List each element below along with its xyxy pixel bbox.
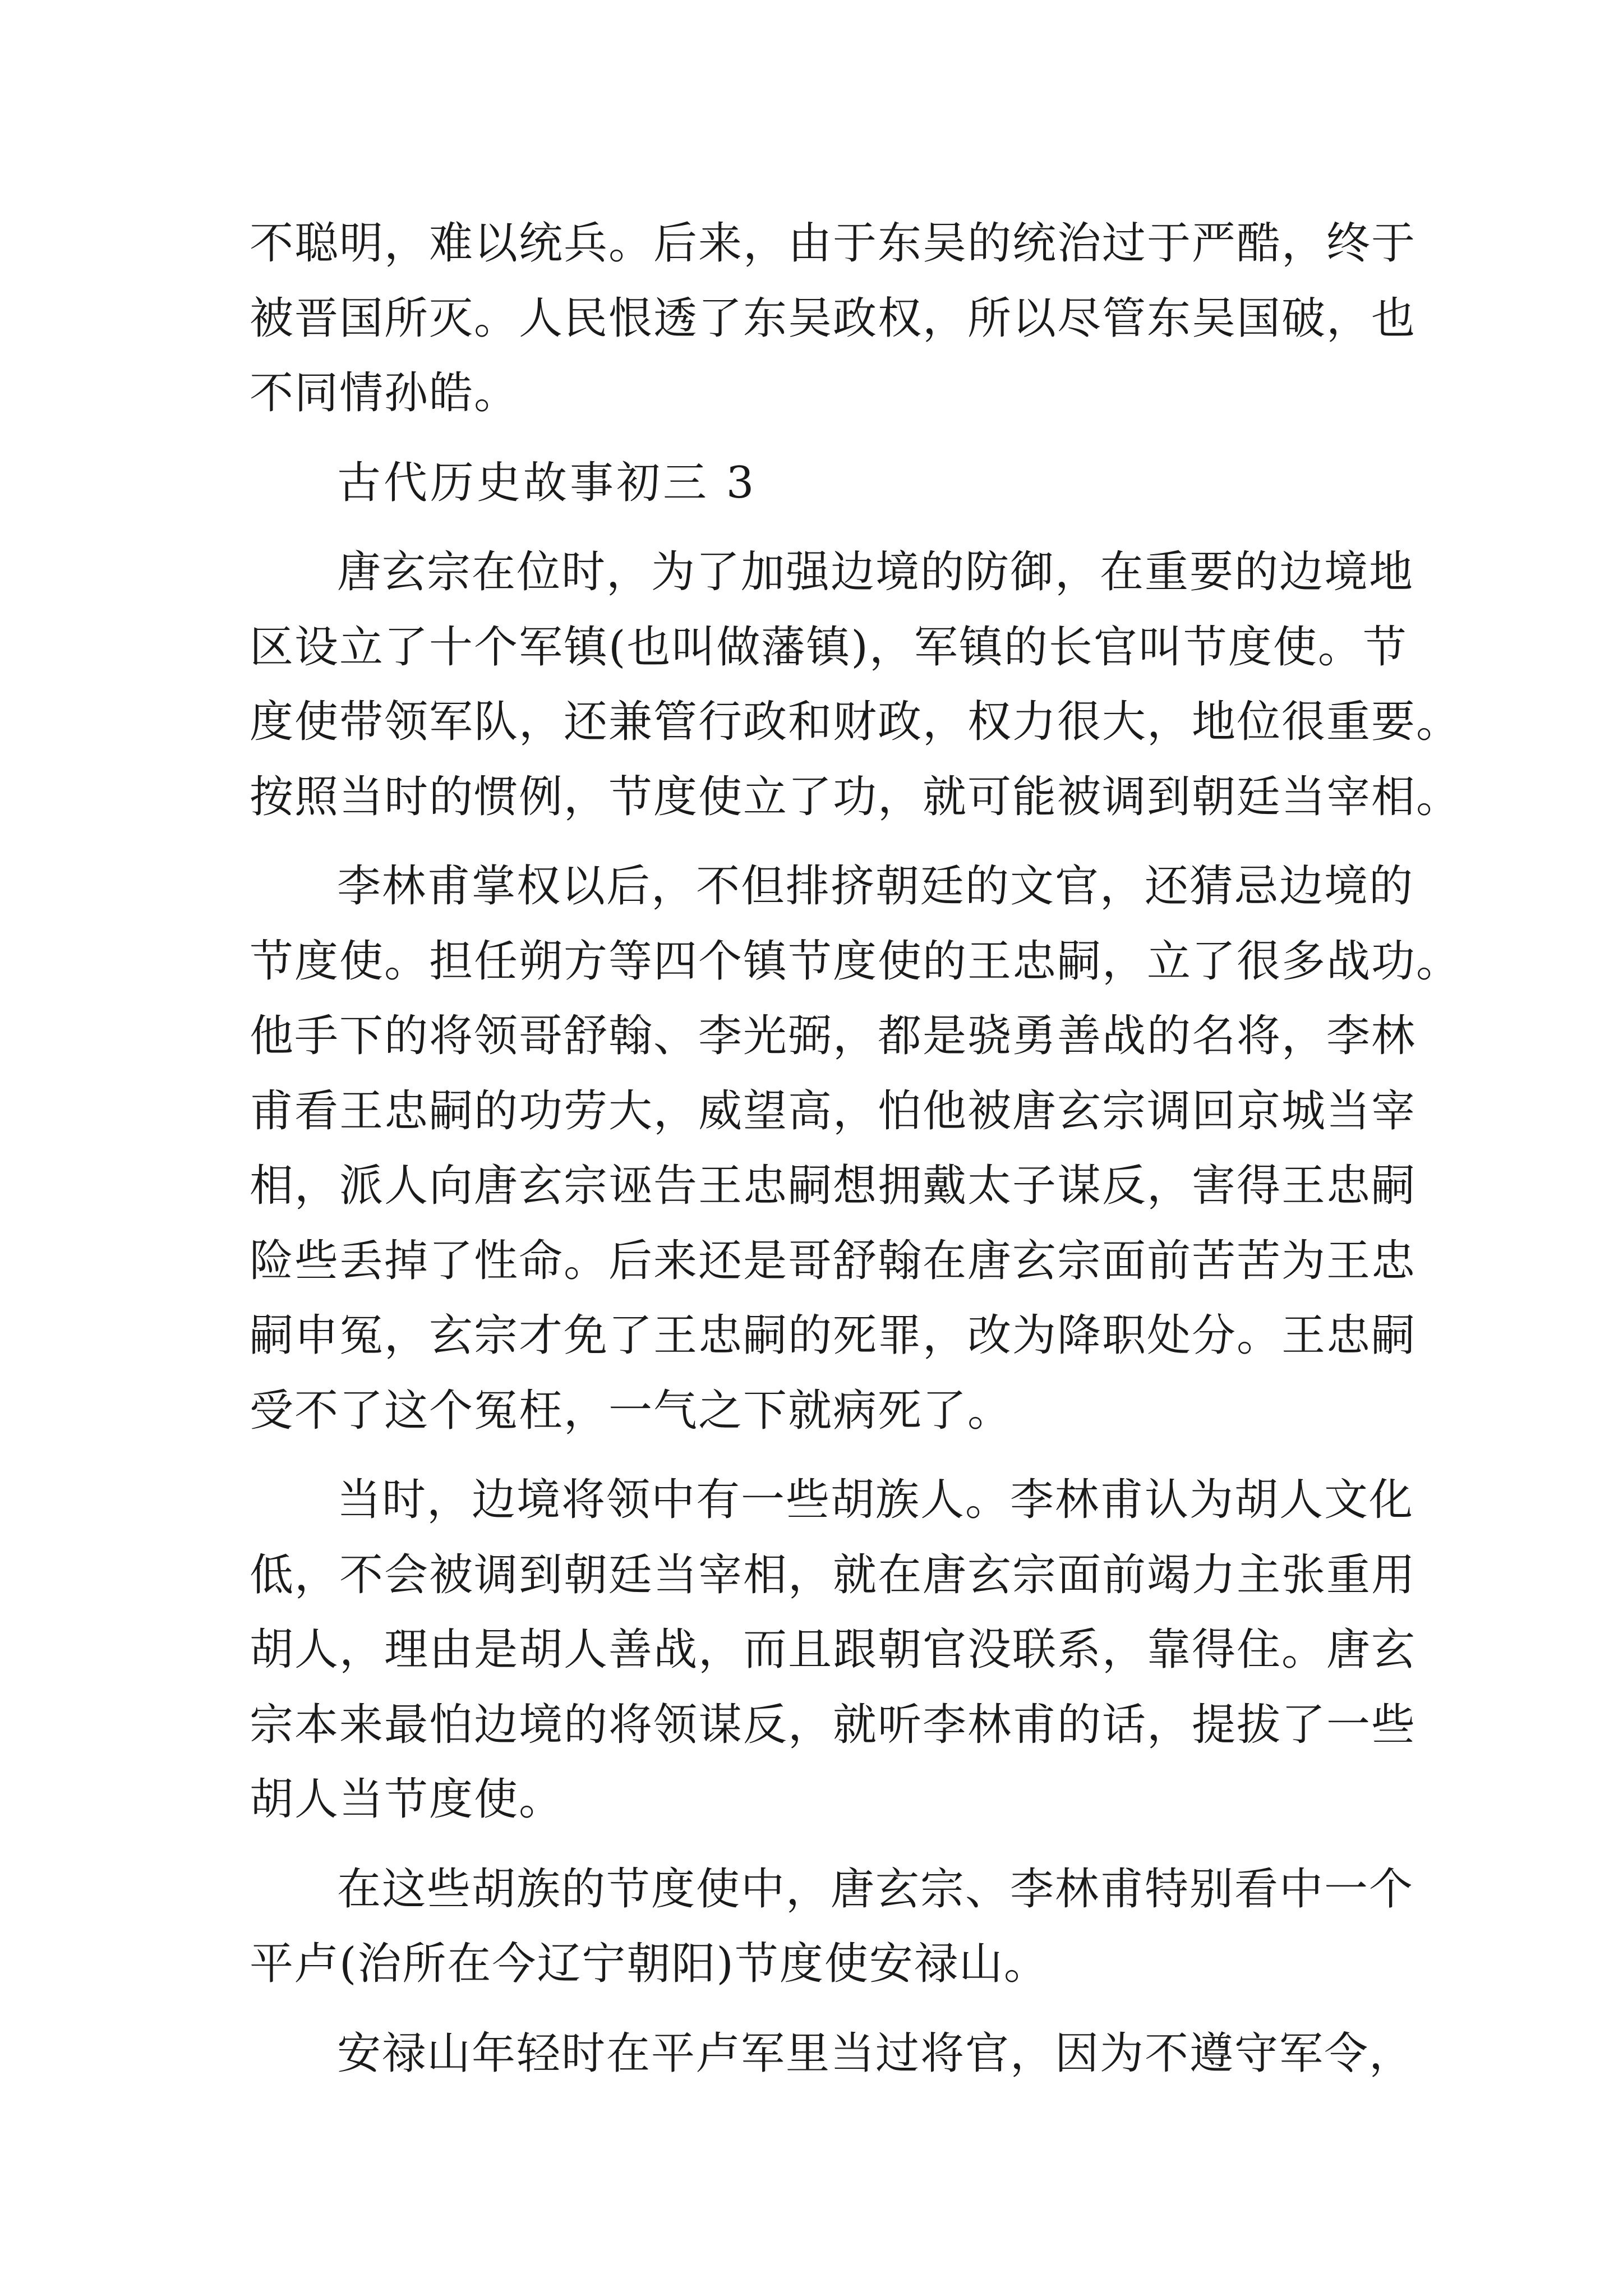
text-line: 在这些胡族的节度使中，唐玄宗、李林甫特别看中一个 bbox=[337, 1864, 1414, 1915]
text-line: 受不了这个冤枉，一气之下就病死了。 bbox=[250, 1385, 1013, 1436]
text-line: 相，派人向唐玄宗诬告王忠嗣想拥戴太子谋反，害得王忠嗣 bbox=[250, 1161, 1417, 1211]
text-line: 安禄山年轻时在平卢军里当过将官，因为不遵守军令， bbox=[337, 2028, 1414, 2079]
text-line: 险些丢掉了性命。后来还是哥舒翰在唐玄宗面前苦苦为王忠 bbox=[250, 1235, 1417, 1286]
paragraph-3 bbox=[250, 1463, 1417, 1838]
text-line: 甫看王忠嗣的功劳大，威望高，怕他被唐玄宗调回京城当宰 bbox=[250, 1085, 1417, 1137]
text-line: 低，不会被调到朝廷当宰相，就在唐玄宗面前竭力主张重用 bbox=[250, 1549, 1417, 1600]
text-line: 当时，边境将领中有一些胡族人。李林甫认为胡人文化 bbox=[337, 1475, 1414, 1525]
paragraph-4 bbox=[250, 1852, 1414, 2002]
text-line: 不聪明，难以统兵。后来，由于东吴的统治过于严酷，终于 bbox=[250, 218, 1417, 269]
text-line: 区设立了十个军镇(也叫做藩镇)，军镇的长官叫节度使。节 bbox=[250, 622, 1408, 673]
text-line: 唐玄宗在位时，为了加强边境的防御，在重要的边境地 bbox=[337, 547, 1414, 597]
document-body bbox=[250, 206, 1461, 2106]
text-line: 胡人当节度使。 bbox=[250, 1774, 564, 1825]
section-heading-block bbox=[250, 446, 1377, 521]
text-line: 按照当时的惯例，节度使立了功，就可能被调到朝廷当宰相。 bbox=[250, 771, 1461, 822]
text-line: 不同情孙皓。 bbox=[250, 368, 519, 418]
text-line: 他手下的将领哥舒翰、李光弼，都是骁勇善战的名将，李林 bbox=[250, 1011, 1417, 1061]
text-line: 李林甫掌权以后，不但排挤朝廷的文官，还猜忌边境的 bbox=[337, 861, 1414, 912]
text-line: 度使带领军队，还兼管行政和财政，权力很大，地位很重要。 bbox=[250, 697, 1461, 747]
text-line: 宗本来最怕边境的将领谋反，就听李林甫的话，提拔了一些 bbox=[250, 1699, 1417, 1750]
text-line: 被晋国所灭。人民恨透了东吴政权，所以尽管东吴国破，也 bbox=[250, 293, 1417, 344]
paragraph-5 bbox=[250, 2017, 1414, 2092]
paragraph-opening bbox=[250, 206, 1417, 431]
text-line: 节度使。担任朔方等四个镇节度使的王忠嗣，立了很多战功。 bbox=[250, 936, 1461, 987]
text-line: 平卢(治所在今辽宁朝阳)节度使安禄山。 bbox=[250, 1939, 1049, 1989]
text-line: 嗣申冤，玄宗才免了王忠嗣的死罪，改为降职处分。王忠嗣 bbox=[250, 1310, 1417, 1361]
section-title: 古代历史故事初三 3 bbox=[337, 457, 757, 508]
paragraph-2 bbox=[250, 849, 1461, 1448]
text-line: 胡人，理由是胡人善战，而且跟朝官没联系，靠得住。唐玄 bbox=[250, 1625, 1417, 1675]
paragraph-1 bbox=[250, 535, 1461, 835]
